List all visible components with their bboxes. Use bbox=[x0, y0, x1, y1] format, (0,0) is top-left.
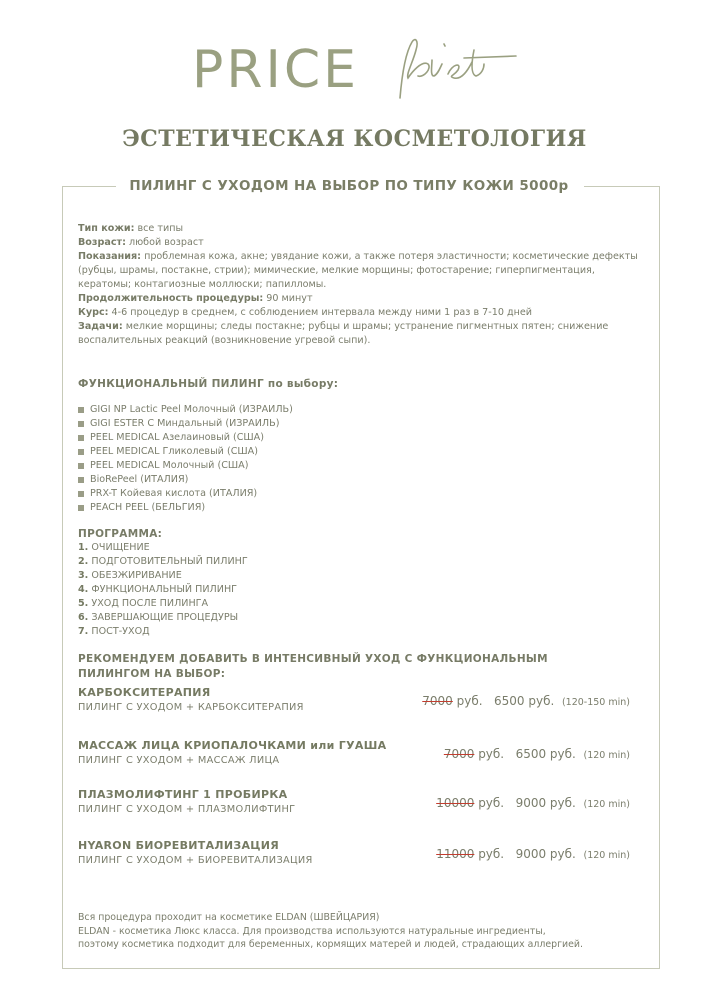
footer-note bbox=[78, 911, 648, 952]
service-duration: (120 min) bbox=[583, 799, 630, 810]
service-description: ПИЛИНГ С УХОДОМ + ПЛАЗМОЛИФТИНГ bbox=[78, 804, 296, 815]
list-item: 5. УХОД ПОСЛЕ ПИЛИНГА bbox=[78, 598, 209, 609]
service-biorevitalization bbox=[78, 839, 638, 873]
new-price: 9000 руб. bbox=[515, 796, 576, 810]
price-list-logo bbox=[0, 34, 709, 104]
peel-heading: ФУНКЦИОНАЛЬНЫЙ ПИЛИНГ по выбору: bbox=[78, 378, 339, 390]
list-item: PRX-T Койевая кислота (ИТАЛИЯ) bbox=[78, 487, 643, 501]
service-description: ПИЛИНГ С УХОДОМ + КАРБОКСИТЕРАПИЯ bbox=[78, 702, 304, 713]
page-title: ЭСТЕТИЧЕСКАЯ КОСМЕТОЛОГИЯ bbox=[122, 126, 587, 152]
service-name: МАССАЖ ЛИЦА КРИОПАЛОЧКАМИ или ГУАША bbox=[78, 739, 387, 752]
service-name: ПЛАЗМОЛИФТИНГ 1 ПРОБИРКА bbox=[78, 788, 288, 801]
list-item: GIGI NP Lactic Peel Молочный (ИЗРАИЛЬ) bbox=[78, 403, 643, 417]
list-item: BioRePeel (ИТАЛИЯ) bbox=[78, 473, 643, 487]
list-item: 4. ФУНКЦИОНАЛЬНЫЙ ПИЛИНГ bbox=[78, 584, 238, 595]
old-price: 7000 bbox=[443, 747, 475, 761]
info-tasks: Задачи: мелкие морщины; следы постакне; рубцы и шрамы; устранение пигментных пятен; снижение воспалительных реакций (возникновение угревой сыпи). bbox=[78, 321, 609, 346]
frame-top-left-line bbox=[62, 186, 116, 187]
service-description: ПИЛИНГ С УХОДОМ + БИОРЕВИТАЛИЗАЦИЯ bbox=[78, 855, 313, 866]
service-duration: (120 min) bbox=[583, 750, 630, 761]
logo-word: PRICE bbox=[192, 40, 359, 100]
info-skin-type: Тип кожи: все типы bbox=[78, 223, 184, 234]
service-price: 11000 руб. 9000 руб. (120 min) bbox=[436, 847, 630, 861]
info-indications: Показания: проблемная кожа, акне; увядание кожи, а также потеря эластичности; косметические дефекты (рубцы, шрамы, постакне, стрии); мимические, мелкие морщины; фотостарение; гиперпигментация, кератомы; контагиозные моллюски; папилломы. bbox=[78, 251, 638, 290]
service-face-massage bbox=[78, 739, 638, 773]
list-item: GIGI ESTER C Миндальный (ИЗРАИЛЬ) bbox=[78, 417, 643, 431]
footer-line: Вся процедура проходит на косметике ELDAN (ШВЕЙЦАРИЯ) bbox=[78, 912, 380, 923]
footer-line: поэтому косметика подходит для беременных, кормящих матерей и людей, страдающих аллергией. bbox=[78, 939, 583, 950]
service-price: 7000 руб. 6500 руб. (120 min) bbox=[443, 747, 630, 761]
service-price: 7000 руб. 6500 руб. (120-150 min) bbox=[422, 694, 630, 708]
content-body bbox=[78, 222, 643, 682]
old-price: 11000 bbox=[436, 847, 475, 861]
info-block bbox=[78, 222, 643, 348]
new-price: 6500 руб. bbox=[515, 747, 576, 761]
footer-line: ELDAN - косметика Люкс класса. Для производства используются натуральные ингредиенты, bbox=[78, 925, 546, 937]
new-price: 9000 руб. bbox=[515, 847, 576, 861]
recommend-heading: РЕКОМЕНДУЕМ ДОБАВИТЬ В ИНТЕНСИВНЫЙ УХОД С ФУНКЦИОНАЛЬНЫМ ПИЛИНГОМ НА ВЫБОР: bbox=[78, 653, 548, 680]
service-duration: (120 min) bbox=[583, 850, 630, 861]
info-age: Возраст: любой возраст bbox=[78, 237, 204, 248]
list-item: PEACH PEEL (БЕЛЬГИЯ) bbox=[78, 501, 643, 515]
info-course: Курс: 4-6 процедур в среднем, с соблюдением интервала между ними 1 раз в 7-10 дней bbox=[78, 307, 533, 318]
list-item: PEEL MEDICAL Азелаиновый (США) bbox=[78, 431, 643, 445]
frame-top-right-line bbox=[584, 186, 659, 187]
new-price: 6500 руб. bbox=[494, 694, 555, 708]
service-duration: (120-150 min) bbox=[561, 697, 630, 708]
info-duration: Продолжительность процедуры: 90 минут bbox=[78, 293, 313, 304]
list-item: 1. ОЧИЩЕНИЕ bbox=[78, 542, 150, 553]
list-item: 6. ЗАВЕРШАЮЩИЕ ПРОЦЕДУРЫ bbox=[78, 612, 239, 623]
service-name: КАРБОКСИТЕРАПИЯ bbox=[78, 686, 211, 699]
logo-script-signature bbox=[388, 34, 528, 104]
program-heading: ПРОГРАММА: bbox=[78, 528, 163, 540]
old-price: 10000 bbox=[436, 796, 475, 810]
list-item: 7. ПОСТ-УХОД bbox=[78, 626, 150, 637]
service-carboxytherapy bbox=[78, 686, 638, 720]
section-title: ПИЛИНГ С УХОДОМ НА ВЫБОР ПО ТИПУ КОЖИ 5000р bbox=[129, 178, 569, 194]
service-name: HYARON БИОРЕВИТАЛИЗАЦИЯ bbox=[78, 839, 280, 852]
service-price: 10000 руб. 9000 руб. (120 min) bbox=[436, 796, 630, 810]
list-item: PEEL MEDICAL Молочный (США) bbox=[78, 459, 643, 473]
service-description: ПИЛИНГ С УХОДОМ + МАССАЖ ЛИЦА bbox=[78, 755, 280, 766]
peel-list bbox=[78, 403, 643, 515]
list-item: 3. ОБЕЗЖИРИВАНИЕ bbox=[78, 570, 182, 581]
program-list bbox=[78, 541, 643, 639]
service-plasmolifting bbox=[78, 788, 638, 822]
list-item: PEEL MEDICAL Гликолевый (США) bbox=[78, 445, 643, 459]
old-price: 7000 bbox=[422, 694, 453, 708]
list-item: 2. ПОДГОТОВИТЕЛЬНЫЙ ПИЛИНГ bbox=[78, 556, 248, 567]
